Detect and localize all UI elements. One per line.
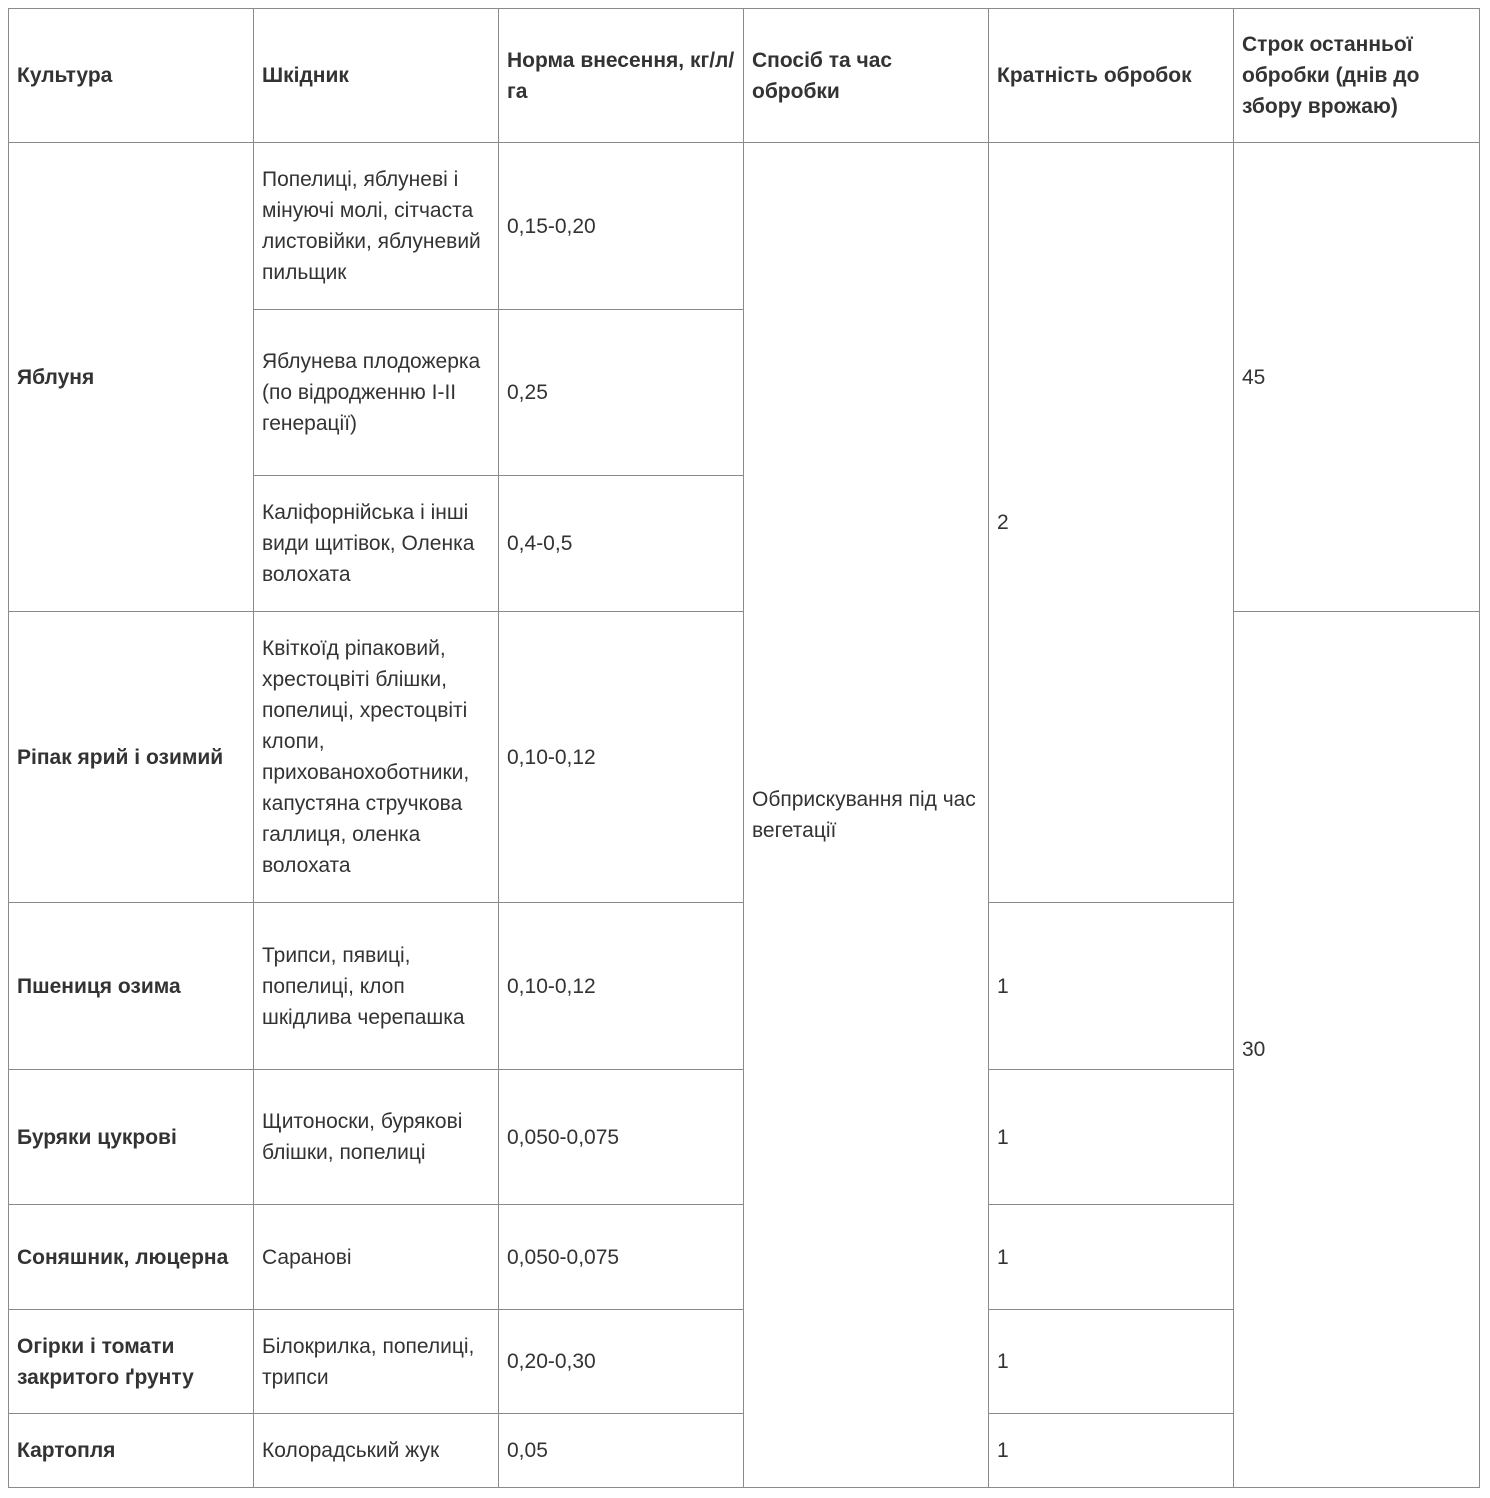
culture-cell: Яблуня	[9, 143, 254, 612]
multiplicity-cell: 1	[989, 1414, 1234, 1488]
pest-cell: Квіткоїд ріпаковий, хрестоцвіті блішки, попелиці, хрестоцвіті клопи, прихованохоботники, капустяна стручкова галлиця, оленка волохата	[254, 612, 499, 903]
deadline-cell: 30	[1234, 612, 1480, 1488]
pesticide-application-table	[8, 8, 1480, 1488]
rate-cell: 0,05	[499, 1414, 744, 1488]
multiplicity-cell: 1	[989, 1205, 1234, 1310]
rate-cell: 0,10-0,12	[499, 612, 744, 903]
header-deadline: Строк останньої обробки (днів до збору врожаю)	[1234, 9, 1480, 143]
pest-cell: Попелиці, яблуневі і мінуючі молі, сітчаста листовійки, яблуневий пильщик	[254, 143, 499, 310]
rate-cell: 0,050-0,075	[499, 1070, 744, 1205]
pest-cell: Яблунева плодожерка (по відродженню I-II генерації)	[254, 310, 499, 476]
pest-cell: Каліфорнійська і інші види щитівок, Оленка волохата	[254, 476, 499, 612]
rate-cell: 0,25	[499, 310, 744, 476]
pest-cell: Щитоноски, бурякові блішки, попелиці	[254, 1070, 499, 1205]
header-pest: Шкідник	[254, 9, 499, 143]
rate-cell: 0,050-0,075	[499, 1205, 744, 1310]
pest-cell: Білокрилка, попелиці, трипси	[254, 1310, 499, 1414]
multiplicity-cell: 1	[989, 1070, 1234, 1205]
culture-cell: Картопля	[9, 1414, 254, 1488]
culture-cell: Соняшник, люцерна	[9, 1205, 254, 1310]
culture-cell: Пшениця озима	[9, 903, 254, 1070]
culture-cell: Ріпак ярий і озимий	[9, 612, 254, 903]
table-header-row	[9, 9, 1480, 143]
rate-cell: 0,10-0,12	[499, 903, 744, 1070]
table-row	[9, 143, 1480, 310]
rate-cell: 0,20-0,30	[499, 1310, 744, 1414]
header-rate: Норма внесення, кг/л/га	[499, 9, 744, 143]
method-cell: Обприскування під час вегетації	[744, 143, 989, 1488]
multiplicity-cell: 1	[989, 903, 1234, 1070]
culture-cell: Буряки цукрові	[9, 1070, 254, 1205]
multiplicity-cell: 2	[989, 143, 1234, 903]
rate-cell: 0,15-0,20	[499, 143, 744, 310]
header-multiplicity: Кратність обробок	[989, 9, 1234, 143]
deadline-cell: 45	[1234, 143, 1480, 612]
pest-cell: Саранові	[254, 1205, 499, 1310]
multiplicity-cell: 1	[989, 1310, 1234, 1414]
header-culture: Культура	[9, 9, 254, 143]
culture-cell: Огірки і томати закритого ґрунту	[9, 1310, 254, 1414]
header-method: Спосіб та час обробки	[744, 9, 989, 143]
table-wrapper	[8, 8, 1480, 1488]
rate-cell: 0,4-0,5	[499, 476, 744, 612]
pest-cell: Колорадський жук	[254, 1414, 499, 1488]
pest-cell: Трипси, пявиці, попелиці, клоп шкідлива черепашка	[254, 903, 499, 1070]
